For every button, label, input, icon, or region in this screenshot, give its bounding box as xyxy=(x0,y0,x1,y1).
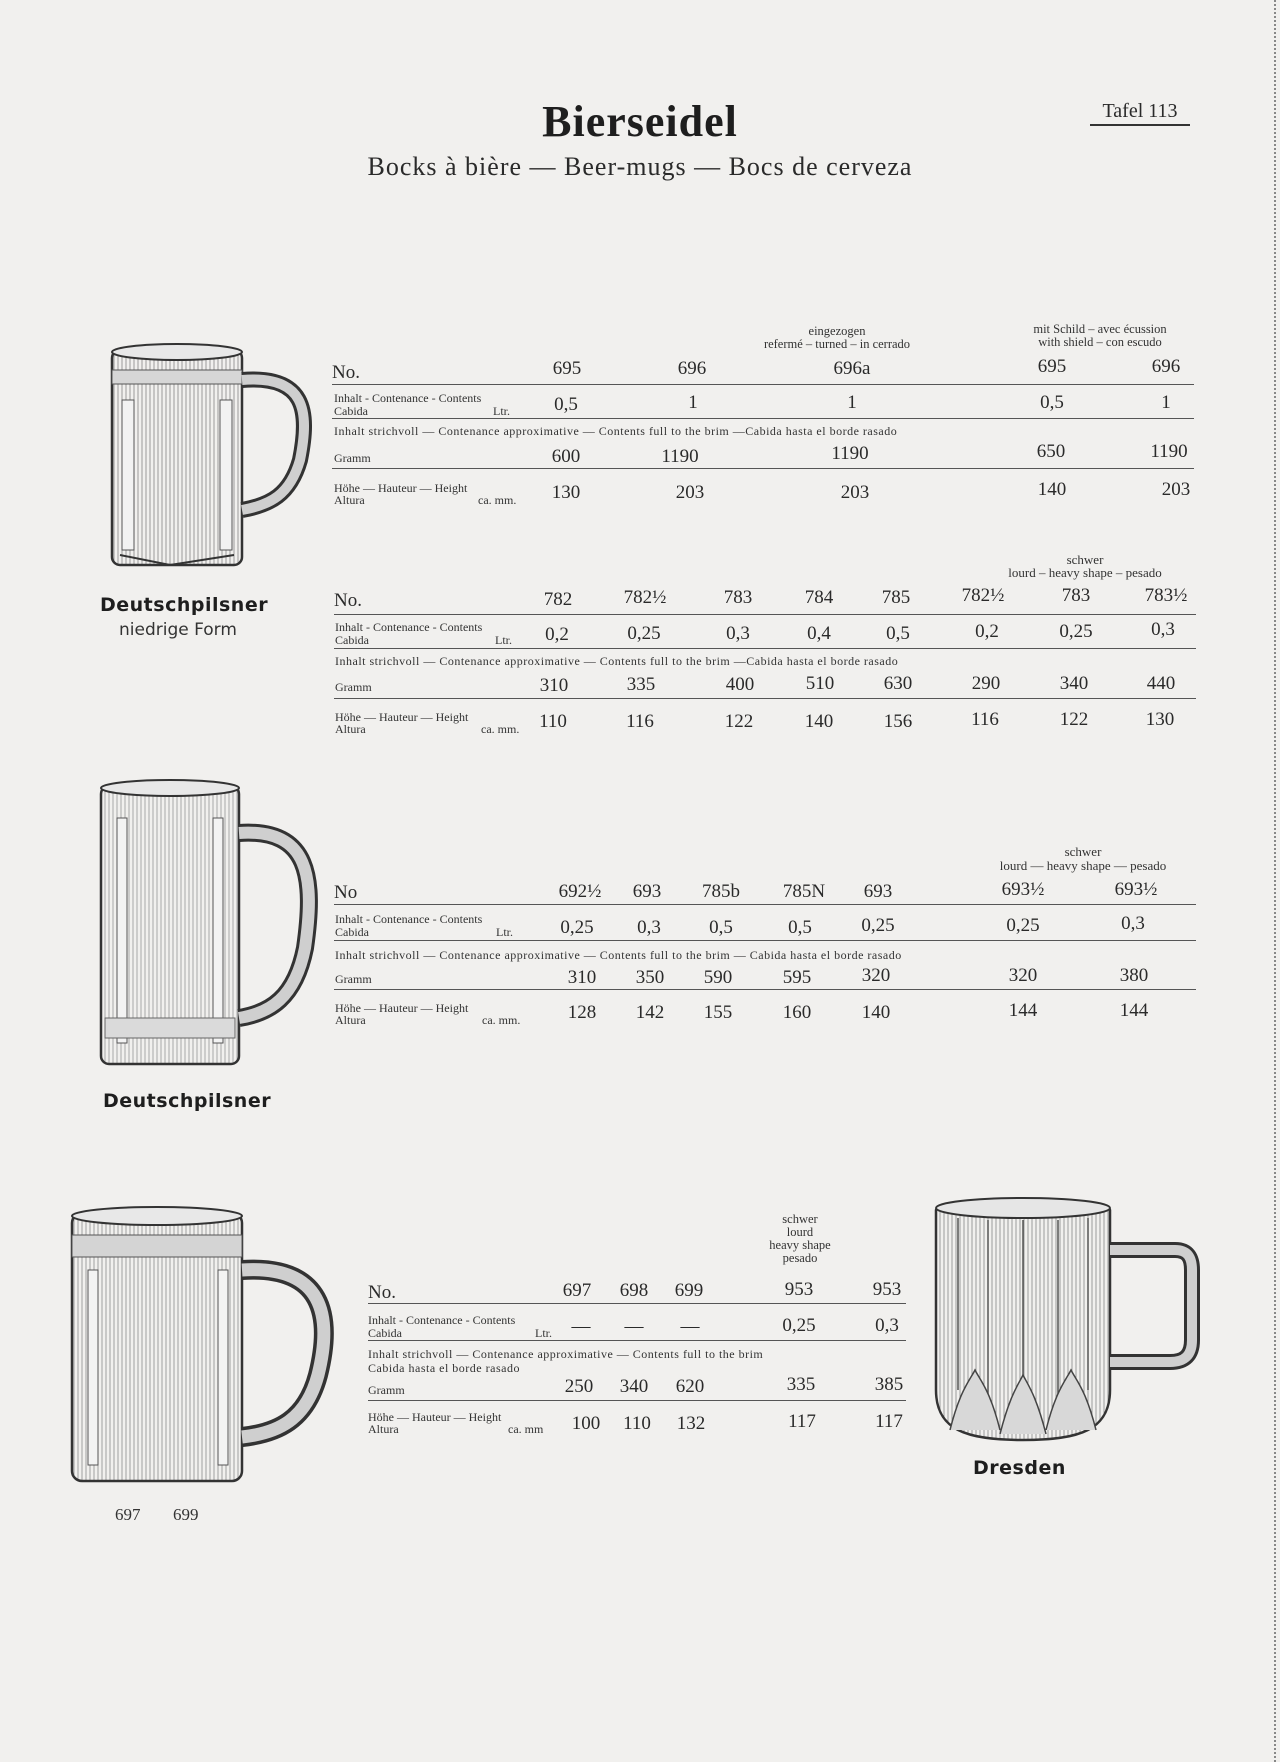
item-number: 782½ xyxy=(961,585,1005,606)
full-to-brim-note: Inhalt strichvoll — Contenance approximative — Contents full to the brim —Cabida hasta el borde rasado xyxy=(334,424,898,438)
gramm-value: 1190 xyxy=(1150,441,1188,462)
height-value: 116 xyxy=(971,709,999,730)
contents-value: — xyxy=(680,1316,700,1337)
note-heavy-shape: heavy shape xyxy=(769,1238,831,1252)
contents-value: 0,2 xyxy=(975,621,999,642)
height-value: 156 xyxy=(883,711,913,732)
rule xyxy=(368,1400,906,1401)
gramm-value: 650 xyxy=(1036,441,1066,462)
contents-label-es: Cabida xyxy=(335,633,369,647)
contents-label-es: Cabida xyxy=(335,925,369,939)
mug3-caption-range-end: 699 xyxy=(173,1505,199,1524)
gramm-value: 400 xyxy=(725,674,755,695)
height-label: Höhe — Hauteur — Height xyxy=(368,1410,502,1424)
contents-label-es: Cabida xyxy=(334,404,368,418)
contents-value: 0,25 xyxy=(1006,915,1040,936)
gramm-value: 440 xyxy=(1146,673,1176,694)
contents-value: 0,5 xyxy=(886,623,910,644)
mug2-caption-name: Deutschpilsner xyxy=(103,1090,272,1112)
rule xyxy=(334,940,1196,941)
contents-value: 0,5 xyxy=(709,917,733,938)
item-number: 693½ xyxy=(1114,879,1158,900)
contents-value: 0,25 xyxy=(560,917,594,938)
height-label: Höhe — Hauteur — Height xyxy=(334,481,468,495)
rule xyxy=(334,698,1196,699)
gramm-value: 310 xyxy=(567,967,597,988)
height-value: 130 xyxy=(1145,709,1175,730)
gramm-value: 350 xyxy=(635,967,665,988)
note-heavy-shape: lourd — heavy shape — pesado xyxy=(999,858,1167,873)
height-unit: ca. mm. xyxy=(478,493,517,507)
contents-value: 0,3 xyxy=(1151,619,1175,640)
gramm-value: 340 xyxy=(1059,673,1089,694)
item-number: 785 xyxy=(881,587,911,608)
gramm-value: 290 xyxy=(971,673,1001,694)
gramm-value: 340 xyxy=(619,1376,649,1397)
item-number: 697 xyxy=(562,1280,592,1301)
item-number: 782½ xyxy=(623,587,667,608)
height-value: 122 xyxy=(724,711,754,732)
item-number: 783 xyxy=(1061,585,1091,606)
rule xyxy=(334,648,1196,649)
height-value: 117 xyxy=(875,1411,903,1432)
gramm-value: 595 xyxy=(782,967,812,988)
height-value: 203 xyxy=(840,482,870,503)
height-value: 122 xyxy=(1059,709,1089,730)
gramm-label: Gramm xyxy=(334,451,371,465)
note-eingezogen-2: refermé – turned – in cerrado xyxy=(763,337,911,351)
note-eingezogen-1: eingezogen xyxy=(808,324,866,338)
contents-value: 0,25 xyxy=(782,1315,816,1336)
height-value: 155 xyxy=(703,1002,733,1023)
height-label: Höhe — Hauteur — Height xyxy=(335,710,469,724)
height-label-es: Altura xyxy=(334,493,365,507)
gramm-value: 310 xyxy=(539,675,569,696)
height-value: 203 xyxy=(675,482,705,503)
contents-value: 0,25 xyxy=(627,623,661,644)
contents-value: 0,5 xyxy=(554,394,578,415)
item-number: 783½ xyxy=(1144,585,1188,606)
item-number: 695 xyxy=(1037,356,1067,377)
rule xyxy=(334,904,1196,905)
item-number: 953 xyxy=(872,1279,902,1300)
contents-unit: Ltr. xyxy=(496,925,513,939)
height-label: Höhe — Hauteur — Height xyxy=(335,1001,469,1015)
contents-value: 1 xyxy=(1161,392,1171,413)
height-value: 116 xyxy=(626,711,654,732)
note-schwer: schwer xyxy=(782,1212,818,1226)
gramm-value: 1190 xyxy=(831,443,869,464)
height-value: 144 xyxy=(1119,1000,1149,1021)
height-value: 203 xyxy=(1161,479,1191,500)
gramm-value: 320 xyxy=(1008,965,1038,986)
item-number: 692½ xyxy=(558,881,602,902)
height-label-es: Altura xyxy=(368,1422,399,1436)
gramm-value: 380 xyxy=(1119,965,1149,986)
gramm-label: Gramm xyxy=(335,680,372,694)
page-title: Bierseidel xyxy=(542,97,738,146)
row-no-label: No xyxy=(334,882,358,903)
item-number: 693 xyxy=(632,881,662,902)
height-value: 160 xyxy=(782,1002,812,1023)
contents-label: Inhalt - Contenance - Contents xyxy=(368,1313,516,1327)
contents-value: 1 xyxy=(847,392,857,413)
item-number: 695 xyxy=(552,358,582,379)
gramm-value: 620 xyxy=(675,1376,705,1397)
contents-unit: Ltr. xyxy=(535,1326,552,1340)
height-value: 142 xyxy=(635,1002,665,1023)
contents-value: 1 xyxy=(688,392,698,413)
page-subtitle: Bocks à bière — Beer-mugs — Bocs de cerveza xyxy=(367,152,913,181)
height-value: 132 xyxy=(676,1413,706,1434)
item-number: 699 xyxy=(674,1280,704,1301)
rule xyxy=(334,614,1196,615)
height-label-es: Altura xyxy=(335,722,366,736)
mug-illustration-dresden xyxy=(930,1190,1200,1450)
contents-value: 0,3 xyxy=(637,917,661,938)
height-value: 140 xyxy=(804,711,834,732)
mug4-caption-name: Dresden xyxy=(973,1457,1066,1479)
rule xyxy=(368,1340,906,1341)
page-edge-perforation xyxy=(1272,0,1276,1762)
height-value: 130 xyxy=(551,482,581,503)
contents-value: 0,4 xyxy=(807,623,831,644)
gramm-value: 320 xyxy=(861,965,891,986)
contents-label-es: Cabida xyxy=(368,1326,402,1340)
rule xyxy=(332,468,1194,469)
gramm-value: 335 xyxy=(626,674,656,695)
note-schwer: schwer xyxy=(1066,552,1104,567)
height-value: 128 xyxy=(567,1002,597,1023)
full-to-brim-note-es: Cabida hasta el borde rasado xyxy=(368,1361,520,1375)
height-unit: ca. mm. xyxy=(482,1013,521,1027)
contents-value: 0,3 xyxy=(1121,913,1145,934)
height-unit: ca. mm. xyxy=(481,722,520,736)
item-number: 783 xyxy=(723,587,753,608)
item-number: 782 xyxy=(543,589,573,610)
contents-value: 0,25 xyxy=(861,915,895,936)
contents-value: — xyxy=(571,1316,591,1337)
height-unit: ca. mm xyxy=(508,1422,544,1436)
contents-value: 0,3 xyxy=(726,623,750,644)
item-number: 696 xyxy=(1151,356,1181,377)
mug-illustration-697-699 xyxy=(68,1205,340,1490)
row-no-label: No. xyxy=(334,590,362,611)
rule xyxy=(368,1303,906,1304)
gramm-value: 630 xyxy=(883,673,913,694)
mug1-caption-form: niedrige Form xyxy=(119,620,237,640)
full-to-brim-note: Inhalt strichvoll — Contenance approximative — Contents full to the brim xyxy=(368,1347,764,1361)
note-schwer: schwer xyxy=(1064,844,1102,859)
item-number: 785b xyxy=(702,881,740,902)
note-schild-1: mit Schild – avec écussion xyxy=(1033,322,1167,336)
contents-value: 0,5 xyxy=(788,917,812,938)
height-value: 110 xyxy=(623,1413,651,1434)
item-number: 696 xyxy=(677,358,707,379)
mug-illustration-deutschpilsner-low xyxy=(100,340,330,580)
full-to-brim-note: Inhalt strichvoll — Contenance approximative — Contents full to the brim — Cabida hasta el borde rasado xyxy=(335,948,902,962)
gramm-value: 335 xyxy=(786,1374,816,1395)
contents-value: 0,25 xyxy=(1059,621,1093,642)
gramm-value: 1190 xyxy=(661,446,699,467)
plate-number: Tafel 113 xyxy=(1090,100,1190,126)
row-no-label: No. xyxy=(368,1282,396,1303)
rule xyxy=(332,384,1194,385)
row-no-label: No. xyxy=(332,362,360,383)
contents-label: Inhalt - Contenance - Contents xyxy=(334,391,482,405)
contents-unit: Ltr. xyxy=(495,633,512,647)
item-number: 784 xyxy=(804,587,834,608)
gramm-value: 600 xyxy=(551,446,581,467)
height-value: 110 xyxy=(539,711,567,732)
contents-label: Inhalt - Contenance - Contents xyxy=(335,912,483,926)
height-value: 140 xyxy=(861,1002,891,1023)
contents-value: 0,5 xyxy=(1040,392,1064,413)
rule xyxy=(334,989,1196,990)
gramm-value: 250 xyxy=(564,1376,594,1397)
item-number: 696a xyxy=(833,358,871,379)
contents-value: 0,3 xyxy=(875,1315,899,1336)
contents-value: 0,2 xyxy=(545,624,569,645)
height-value: 117 xyxy=(788,1411,816,1432)
height-label-es: Altura xyxy=(335,1013,366,1027)
gramm-value: 385 xyxy=(874,1374,904,1395)
height-value: 140 xyxy=(1037,479,1067,500)
gramm-value: 510 xyxy=(805,673,835,694)
mug-illustration-deutschpilsner xyxy=(95,778,335,1070)
contents-value: — xyxy=(624,1316,644,1337)
height-value: 144 xyxy=(1008,1000,1038,1021)
item-number: 698 xyxy=(619,1280,649,1301)
note-schild-2: with shield – con escudo xyxy=(1038,335,1162,349)
item-number: 693½ xyxy=(1001,879,1045,900)
mug1-caption-name: Deutschpilsner xyxy=(100,594,269,616)
note-heavy-shape: lourd – heavy shape – pesado xyxy=(1008,565,1162,580)
rule xyxy=(332,418,1194,419)
note-lourd: lourd xyxy=(786,1225,814,1239)
gramm-value: 590 xyxy=(703,967,733,988)
contents-label: Inhalt - Contenance - Contents xyxy=(335,620,483,634)
contents-unit: Ltr. xyxy=(493,404,510,418)
gramm-label: Gramm xyxy=(368,1383,405,1397)
note-pesado: pesado xyxy=(782,1251,818,1265)
full-to-brim-note: Inhalt strichvoll — Contenance approximative — Contents full to the brim —Cabida hasta el borde rasado xyxy=(335,654,899,668)
item-number: 953 xyxy=(784,1279,814,1300)
item-number: 693 xyxy=(863,881,893,902)
mug3-caption-range-start: 697 xyxy=(115,1505,141,1524)
gramm-label: Gramm xyxy=(335,972,372,986)
height-value: 100 xyxy=(571,1413,601,1434)
item-number: 785N xyxy=(782,881,826,902)
